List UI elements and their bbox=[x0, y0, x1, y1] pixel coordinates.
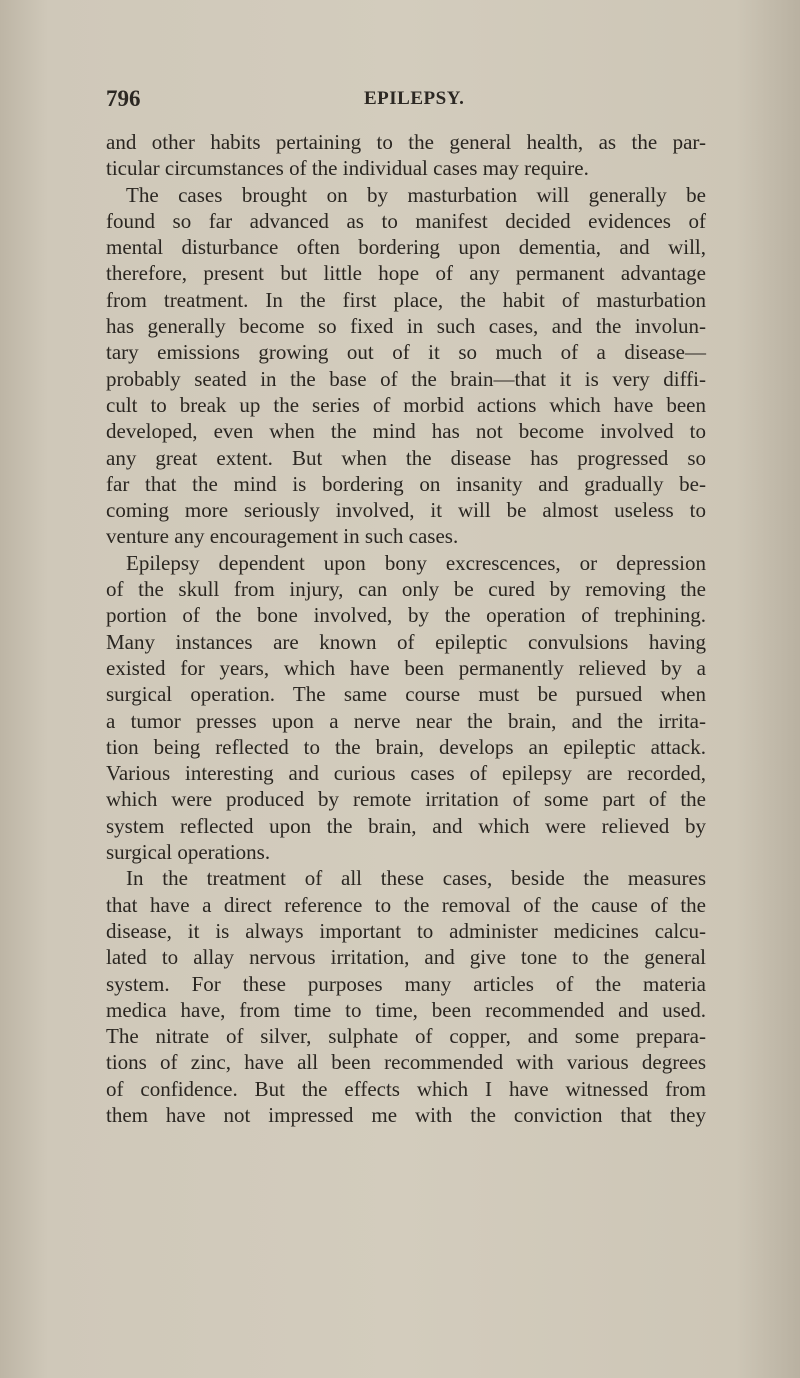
text-line: tary emissions growing out of it so much of a disease— bbox=[106, 340, 706, 365]
text-line: venture any encouragement in such cases. bbox=[106, 524, 459, 549]
text-line: mental disturbance often bordering upon dementia, and will, bbox=[106, 235, 706, 260]
text-line: disease, it is always important to administer medicines calcu- bbox=[106, 918, 706, 943]
text-line: The nitrate of silver, sulphate of copper, and some prepara- bbox=[106, 1024, 706, 1049]
text-line: developed, even when the mind has not become involved to bbox=[106, 419, 706, 444]
text-line: tion being reflected to the brain, develops an epileptic attack. bbox=[106, 734, 706, 759]
text-line: and other habits pertaining to the general health, as the par- bbox=[106, 130, 706, 154]
text-line: ticular circumstances of the individual cases may require. bbox=[106, 156, 589, 181]
paragraph bbox=[106, 865, 706, 1128]
text-line: Epilepsy dependent upon bony excrescences, or depression bbox=[126, 550, 706, 575]
paragraph bbox=[106, 550, 706, 866]
text-line: cult to break up the series of morbid actions which have been bbox=[106, 392, 706, 417]
text-line: probably seated in the base of the brain—that it is very diffi- bbox=[106, 366, 706, 391]
text-line: system. For these purposes many articles of the materia bbox=[106, 971, 706, 996]
text-line: found so far advanced as to manifest decided evidences of bbox=[106, 208, 706, 233]
page-number: 796 bbox=[106, 86, 141, 111]
running-head: EPILEPSY. bbox=[364, 88, 465, 109]
text-line: therefore, present but little hope of any permanent advantage bbox=[106, 261, 706, 286]
text-line: existed for years, which have been permanently relieved by a bbox=[106, 655, 706, 680]
text-line: tions of zinc, have all been recommended with various degrees bbox=[106, 1050, 706, 1075]
text-line: surgical operations. bbox=[106, 840, 271, 865]
text-line: Various interesting and curious cases of epilepsy are recorded, bbox=[106, 761, 706, 786]
text-line: Many instances are known of epileptic convulsions having bbox=[106, 629, 706, 654]
text-line: has generally become so fixed in such cases, and the involun- bbox=[106, 314, 706, 339]
text-line: which were produced by remote irritation of some part of the bbox=[106, 787, 706, 812]
text-line: a tumor presses upon a nerve near the brain, and the irrita- bbox=[106, 708, 706, 733]
paragraph bbox=[106, 129, 706, 182]
text-line: from treatment. In the first place, the habit of masturbation bbox=[106, 287, 706, 312]
text-line: portion of the bone involved, by the operation of trephining. bbox=[106, 603, 706, 628]
paragraph bbox=[106, 182, 706, 550]
text-line: of the skull from injury, can only be cured by removing the bbox=[106, 577, 706, 602]
text-line: far that the mind is bordering on insanity and gradually be- bbox=[106, 471, 706, 496]
text-line: medica have, from time to time, been recommended and used. bbox=[106, 997, 706, 1022]
text-line: surgical operation. The same course must be pursued when bbox=[106, 682, 706, 707]
page-header bbox=[106, 86, 706, 116]
text-line: any great extent. But when the disease has progressed so bbox=[106, 445, 706, 470]
text-line: coming more seriously involved, it will be almost useless to bbox=[106, 498, 706, 523]
body-text bbox=[106, 129, 706, 1128]
text-line: them have not impressed me with the conviction that they bbox=[106, 1102, 706, 1127]
text-line: In the treatment of all these cases, beside the measures bbox=[126, 866, 706, 891]
text-line: of confidence. But the effects which I have witnessed from bbox=[106, 1076, 706, 1101]
text-line: lated to allay nervous irritation, and give tone to the general bbox=[106, 945, 706, 970]
text-line: system reflected upon the brain, and which were relieved by bbox=[106, 813, 706, 838]
text-line: The cases brought on by masturbation will generally be bbox=[126, 182, 706, 207]
text-line: that have a direct reference to the removal of the cause of the bbox=[106, 892, 706, 917]
